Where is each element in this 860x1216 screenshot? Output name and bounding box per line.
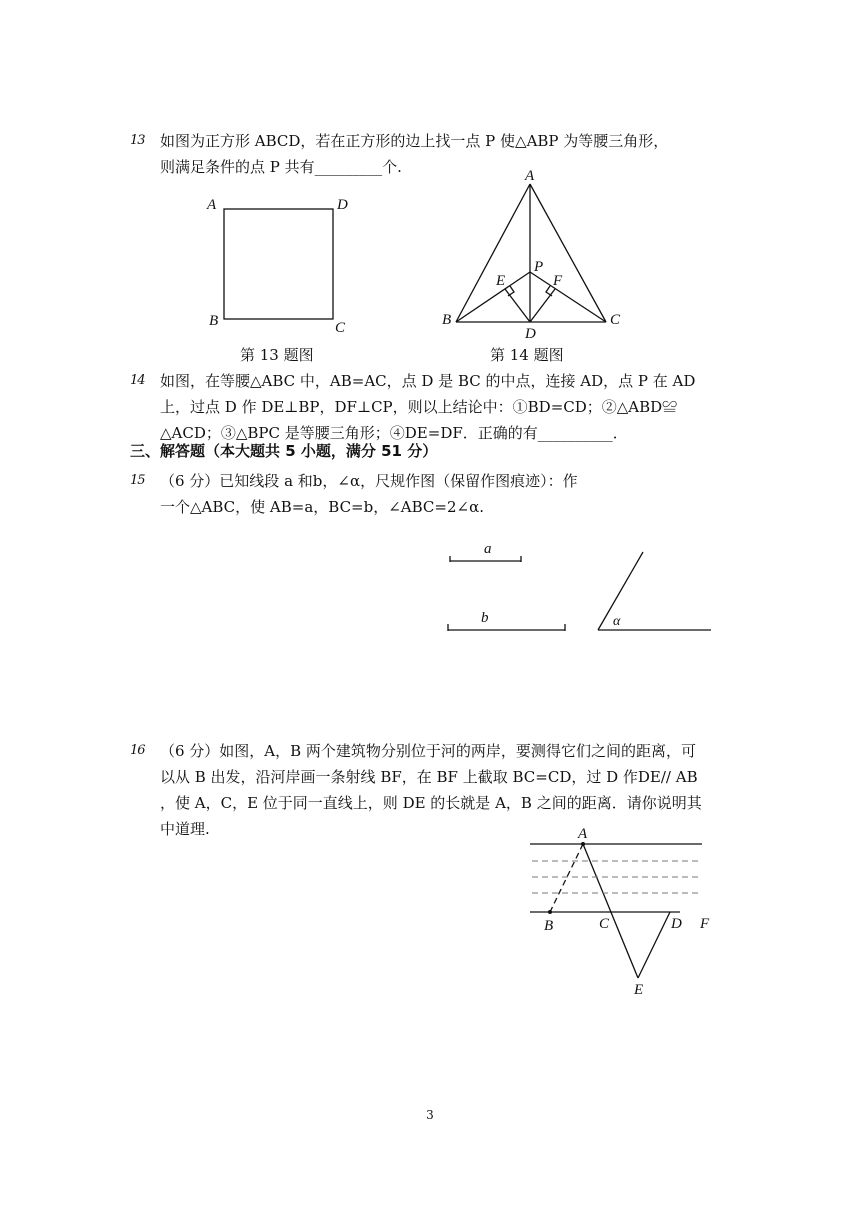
vertex-label-c: C [335, 320, 346, 336]
question-15 [130, 468, 730, 520]
figure-15-segments-and-angle [440, 535, 730, 645]
question-text-line: ，使 A，C，E 位于同一直线上，则 DE 的长就是 A，B 之间的距离．请你说明其 [160, 794, 702, 812]
question-text-line: 中道理. [160, 820, 210, 838]
question-text-line: 如图，在等腰△ABC 中，AB=AC，点 D 是 BC 的中点，连接 AD，点 P 在 AD [160, 372, 696, 390]
question-text-line: △ACD；③△BPC 是等腰三角形；④DE=DF．正确的有__________． [160, 424, 628, 442]
segment-label-b: b [481, 610, 489, 626]
question-text-line: 则满足条件的点 P 共有_________个. [160, 158, 402, 176]
point-label-e: E [496, 273, 506, 289]
point-label-c: C [599, 916, 610, 932]
question-number: 13 [130, 133, 145, 148]
point-label-e: E [634, 982, 644, 998]
point-label-f: F [700, 916, 710, 932]
angle-label-alpha: α [613, 614, 621, 629]
question-text-line: （6 分）如图，A，B 两个建筑物分别位于河的两岸，要测得它们之间的距离，可 [160, 742, 696, 760]
vertex-label-b: B [442, 312, 452, 328]
figure-16-river-diagram [520, 820, 730, 1000]
question-number: 15 [130, 473, 145, 488]
vertex-label-d: D [337, 197, 348, 213]
point-label-b: B [544, 918, 554, 934]
vertex-label-a: A [525, 168, 535, 184]
question-number: 16 [130, 743, 145, 758]
point-label-a: A [578, 826, 588, 842]
vertex-label-d: D [525, 326, 536, 342]
question-text-line: （6 分）已知线段 a 和b，∠α，尺规作图（保留作图痕迹）：作 [160, 472, 578, 490]
question-text-line: 如图为正方形 ABCD，若在正方形的边上找一点 P 使△ABP 为等腰三角形， [160, 132, 669, 150]
point-label-p: P [534, 259, 544, 275]
point-label-d: D [671, 916, 682, 932]
question-text-line: 以从 B 出发，沿河岸画一条射线 BF，在 BF 上截取 BC=CD，过 D 作DE// AB [160, 768, 698, 786]
section-heading: 三、解答题（本大题共 5 小题，满分 51 分） [130, 442, 438, 460]
figure-13-caption: 第 13 题图 [240, 346, 314, 364]
question-text-line: 上，过点 D 作 DE⊥BP，DF⊥CP，则以上结论中：①BD=CD；②△ABD≌ [160, 398, 678, 416]
vertex-label-b: B [209, 313, 219, 329]
question-14 [130, 368, 730, 446]
figure-14-triangle [430, 164, 630, 344]
question-number: 14 [130, 373, 145, 388]
question-text-line: 一个△ABC，使 AB=a，BC=b，∠ABC=2∠α. [160, 498, 484, 516]
vertex-label-c: C [610, 312, 621, 328]
point-label-f: F [553, 273, 563, 289]
figure-14-caption: 第 14 题图 [490, 346, 564, 364]
page-number: 3 [426, 1108, 434, 1122]
vertex-label-a: A [207, 197, 217, 213]
figure-13-square [195, 190, 365, 340]
segment-label-a: a [484, 541, 492, 557]
